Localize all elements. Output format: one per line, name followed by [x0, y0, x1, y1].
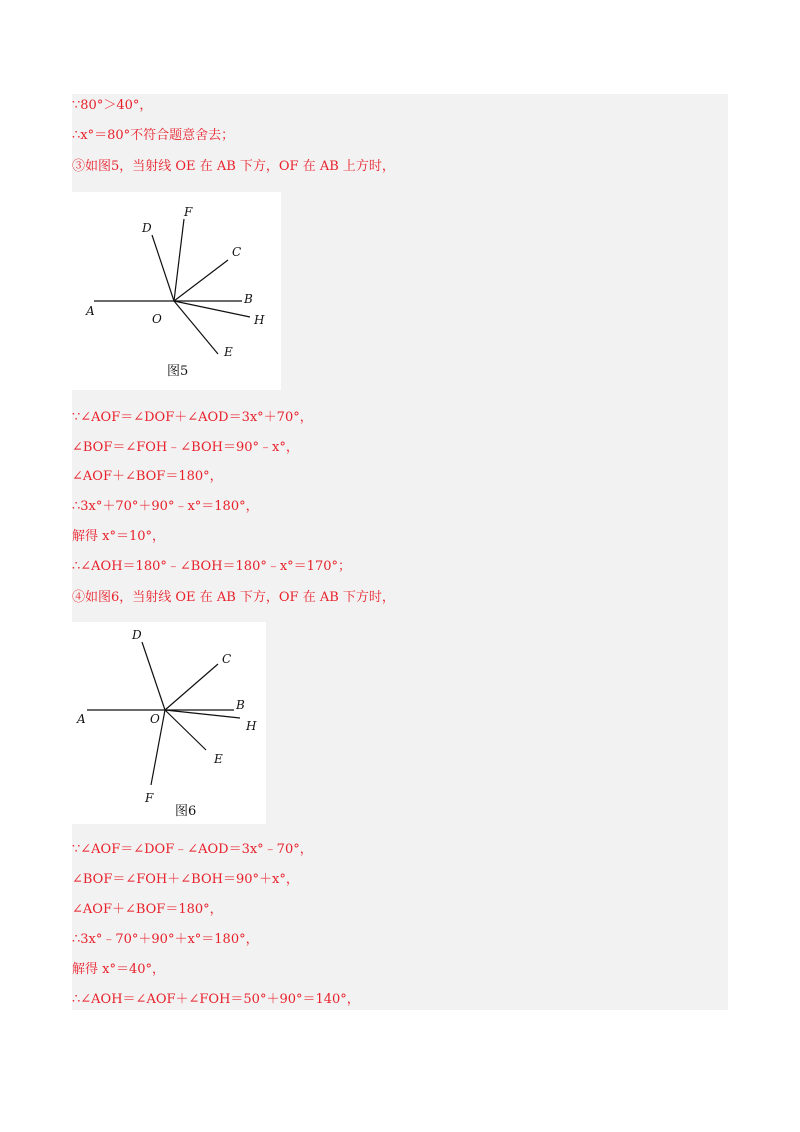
label-d: D — [142, 221, 152, 235]
text-line: ∴∠AOH＝∠AOF＋∠FOH＝50°＋90°＝140°， — [72, 992, 360, 1007]
label-a: A — [86, 304, 95, 318]
label-o: O — [150, 712, 160, 726]
ray-oc — [174, 260, 228, 301]
text-line: ∵80°＞40°， — [72, 98, 153, 113]
ray-oh — [165, 710, 240, 718]
figure-5 — [72, 192, 281, 390]
text-line: ∠AOF＋∠BOF＝180°， — [72, 902, 223, 917]
label-h: H — [254, 313, 265, 327]
label-a: A — [77, 712, 86, 726]
text-line: ∠AOF＋∠BOF＝180°， — [72, 469, 223, 484]
text-line: ④如图6，当射线 OE 在 AB 下方，OF 在 AB 下方时， — [72, 590, 395, 605]
text-line: ∠BOF＝∠FOH＋∠BOH＝90°＋x°， — [72, 872, 299, 887]
figure-6-diagram — [72, 622, 266, 824]
ray-od — [152, 235, 174, 301]
text-line: 解得 x°＝10°， — [72, 529, 166, 544]
text-line: 解得 x°＝40°， — [72, 962, 166, 977]
figure-5-diagram — [72, 192, 281, 390]
label-h: H — [246, 719, 257, 733]
label-f: F — [184, 205, 193, 219]
text-line: ∵∠AOF＝∠DOF＋∠AOD＝3x°＋70°， — [72, 410, 313, 425]
label-c: C — [232, 245, 242, 259]
label-b: B — [236, 698, 245, 712]
text-line: ∵∠AOF＝∠DOF﹣∠AOD＝3x°﹣70°， — [72, 842, 313, 857]
label-e: E — [224, 345, 233, 359]
label-d: D — [132, 628, 142, 642]
text-line: ③如图5，当射线 OE 在 AB 下方，OF 在 AB 上方时， — [72, 159, 395, 174]
text-line: ∴3x°﹣70°＋90°＋x°＝180°， — [72, 932, 259, 947]
text-line: ∠BOF＝∠FOH﹣∠BOH＝90°﹣x°， — [72, 440, 299, 455]
ray-of — [174, 219, 184, 301]
text-line: ∴x°＝80°不符合题意舍去； — [72, 128, 235, 143]
label-o: O — [152, 312, 162, 326]
figure-6-caption: 图6 — [175, 804, 197, 819]
text-line: ∴3x°＋70°＋90°﹣x°＝180°， — [72, 499, 259, 514]
text-line: ∴∠AOH＝180°﹣∠BOH＝180°﹣x°＝170°； — [72, 559, 351, 574]
label-c: C — [222, 652, 232, 666]
figure-6 — [72, 622, 266, 824]
ray-oc — [165, 664, 218, 710]
figure-5-caption: 图5 — [167, 364, 189, 379]
ray-od — [142, 642, 165, 710]
label-e: E — [214, 752, 223, 766]
ray-oe — [165, 710, 206, 750]
label-b: B — [244, 292, 253, 306]
label-f: F — [145, 791, 154, 805]
